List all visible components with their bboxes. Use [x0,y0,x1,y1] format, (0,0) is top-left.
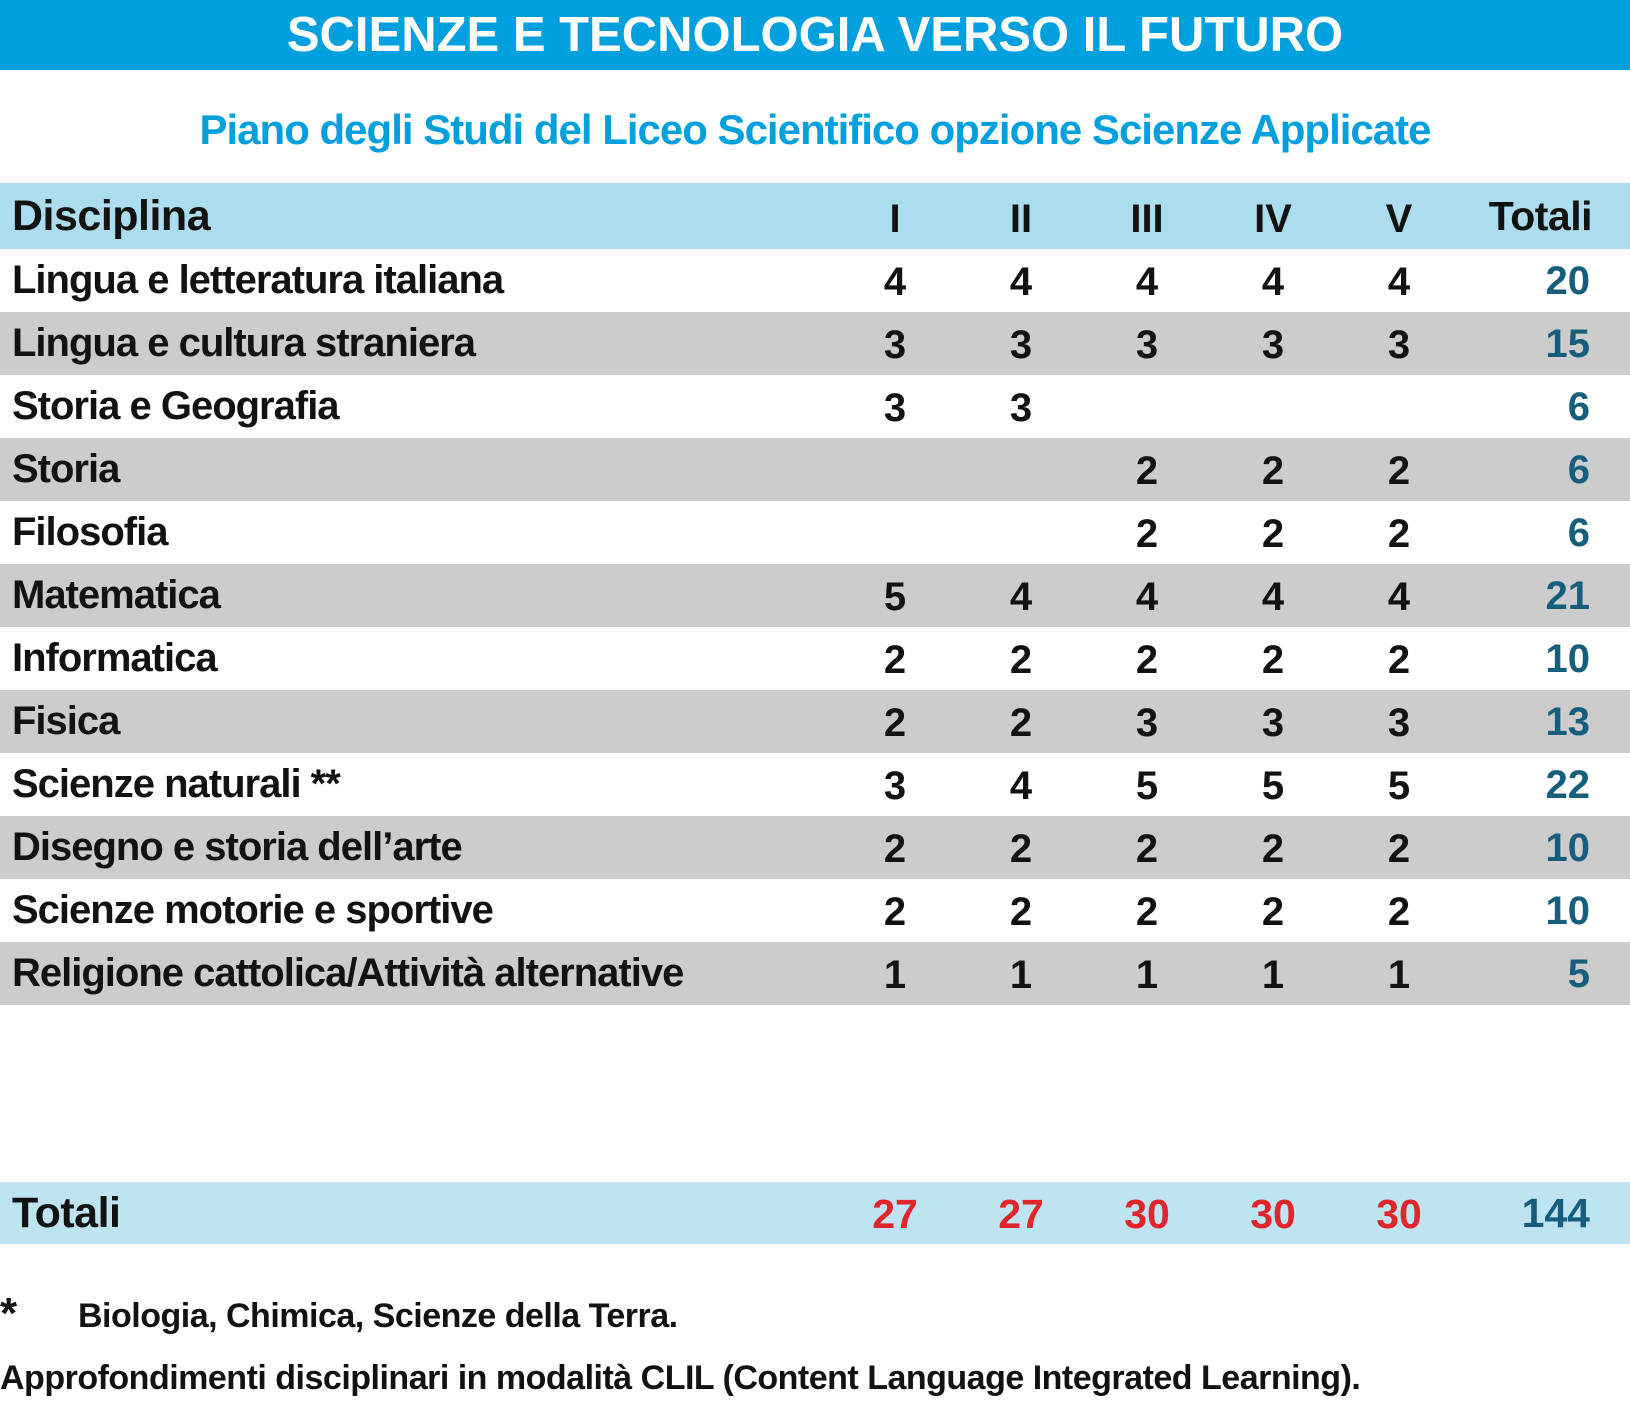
year-4-cell: 4 [1261,575,1285,619]
year-5-cell: 3 [1387,701,1411,745]
year-1-cell: 5 [883,575,907,619]
year-3-cell: 3 [1135,701,1159,745]
table-gap [0,1005,1630,1182]
year-1-cell: 2 [883,701,907,745]
page-subtitle: Piano degli Studi del Liceo Scientifico opzione Scienze Applicate [199,106,1431,153]
row-total-cell: 10 [1545,889,1590,933]
year-1-cell: 3 [883,386,907,430]
column-header-year-3: III [1130,196,1164,241]
table-row [0,879,1630,942]
year-5-cell: 1 [1387,953,1411,997]
year-4-cell: 2 [1261,449,1285,493]
year-1-cell: 2 [883,638,907,682]
discipline-label: Storia [12,447,120,491]
table-body [0,249,1630,1005]
table-row [0,249,1630,312]
year-5-cell: 4 [1387,575,1411,619]
column-header-year-1: I [889,196,901,241]
grand-total: 144 [1521,1189,1590,1236]
column-header-disciplina: Disciplina [12,191,211,240]
table-row [0,438,1630,501]
footnote-marker: * [0,1289,18,1338]
year-3-cell: 2 [1135,638,1159,682]
discipline-label: Scienze motorie e sportive [12,888,493,932]
totals-year-1: 27 [872,1190,918,1237]
year-3-cell: 1 [1135,953,1159,997]
year-1-cell: 4 [883,260,907,304]
year-4-cell: 4 [1261,260,1285,304]
year-2-cell: 4 [1009,260,1033,304]
year-5-cell: 4 [1387,260,1411,304]
totals-row [0,1182,1630,1244]
page-title: SCIENZE E TECNOLOGIA VERSO IL FUTURO [286,8,1344,62]
year-2-cell: 4 [1009,575,1033,619]
year-4-cell: 3 [1261,323,1285,367]
year-4-cell: 2 [1261,512,1285,556]
year-1-cell: 3 [883,764,907,808]
discipline-label: Filosofia [12,510,168,554]
table-row [0,501,1630,564]
year-2-cell: 2 [1009,890,1033,934]
year-2-cell: 3 [1009,386,1033,430]
column-header-year-4: IV [1254,196,1292,241]
totals-year-3: 30 [1124,1190,1170,1237]
year-5-cell: 5 [1387,764,1411,808]
totals-year-4: 30 [1250,1190,1296,1237]
year-5-cell: 2 [1387,827,1411,871]
year-2-cell: 2 [1009,701,1033,745]
discipline-label: Storia e Geografia [12,384,339,428]
row-total-cell: 10 [1545,637,1590,681]
year-5-cell: 2 [1387,638,1411,682]
column-header-totali: Totali [1488,192,1592,239]
year-3-cell: 2 [1135,449,1159,493]
table-row [0,627,1630,690]
year-1-cell [832,468,958,472]
row-total-cell: 6 [1567,511,1590,555]
year-3-cell: 2 [1135,890,1159,934]
table-header-row [0,183,1630,249]
year-3-cell: 4 [1135,575,1159,619]
year-4-cell: 2 [1261,827,1285,871]
year-1-cell: 1 [883,953,907,997]
table-row [0,312,1630,375]
table-row [0,816,1630,879]
year-1-cell [832,531,958,535]
year-5-cell: 3 [1387,323,1411,367]
year-3-cell: 4 [1135,260,1159,304]
year-4-cell: 2 [1261,638,1285,682]
year-2-cell: 1 [1009,953,1033,997]
table-row [0,564,1630,627]
totals-year-2: 27 [998,1190,1044,1237]
year-5-cell: 2 [1387,512,1411,556]
discipline-label: Disegno e storia dell’arte [12,825,462,869]
row-total-cell: 5 [1567,952,1590,996]
discipline-label: Religione cattolica/Attività alternative [12,951,684,995]
table-row [0,753,1630,816]
year-2-cell: 3 [1009,323,1033,367]
year-3-cell: 3 [1135,323,1159,367]
year-3-cell [1084,405,1210,409]
year-2-cell: 2 [1009,638,1033,682]
totals-year-5: 30 [1376,1190,1422,1237]
year-5-cell [1336,405,1462,409]
year-1-cell: 2 [883,827,907,871]
year-1-cell: 2 [883,890,907,934]
column-header-year-5: V [1385,196,1413,241]
discipline-label: Informatica [12,636,217,680]
study-plan-table [0,183,1630,1244]
row-total-cell: 22 [1545,763,1590,807]
row-total-cell: 20 [1545,259,1590,303]
title-banner [0,0,1630,70]
discipline-label: Scienze naturali ** [12,762,340,806]
year-5-cell: 2 [1387,890,1411,934]
discipline-label: Lingua e letteratura italiana [12,258,504,302]
year-1-cell: 3 [883,323,907,367]
year-3-cell: 2 [1135,827,1159,871]
row-total-cell: 6 [1567,448,1590,492]
row-total-cell: 10 [1545,826,1590,870]
footnotes [0,1289,1630,1400]
table-row [0,942,1630,1005]
year-4-cell [1210,405,1336,409]
year-4-cell: 3 [1261,701,1285,745]
year-2-cell [958,531,1084,535]
year-4-cell: 5 [1261,764,1285,808]
row-total-cell: 13 [1545,700,1590,744]
discipline-label: Matematica [12,573,220,617]
table-row [0,375,1630,438]
year-5-cell: 2 [1387,449,1411,493]
year-2-cell: 2 [1009,827,1033,871]
row-total-cell: 15 [1545,322,1590,366]
year-3-cell: 5 [1135,764,1159,808]
year-4-cell: 1 [1261,953,1285,997]
year-2-cell: 4 [1009,764,1033,808]
column-header-year-2: II [1009,196,1033,241]
year-3-cell: 2 [1135,512,1159,556]
footnote-1-text: Biologia, Chimica, Scienze della Terra. [78,1297,678,1335]
discipline-label: Fisica [12,699,120,743]
discipline-label: Lingua e cultura straniera [12,321,476,365]
row-total-cell: 21 [1545,574,1590,618]
row-total-cell: 6 [1567,385,1590,429]
footnote-1 [0,1289,1630,1346]
totals-label: Totali [12,1188,121,1237]
year-2-cell [958,468,1084,472]
table-row [0,690,1630,753]
footnote-2: Approfondimenti disciplinari in modalità CLIL (Content Language Integrated Learning). [0,1359,1361,1397]
year-4-cell: 2 [1261,890,1285,934]
